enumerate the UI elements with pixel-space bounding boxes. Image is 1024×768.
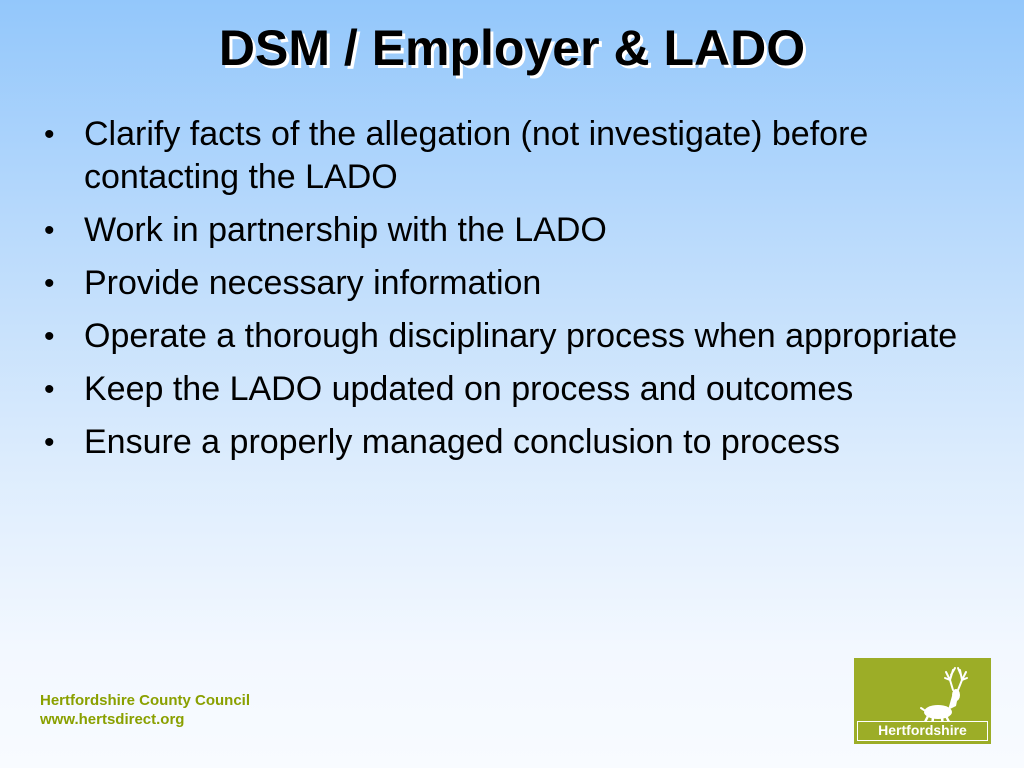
bullet-text: Ensure a properly managed conclusion to process — [84, 423, 840, 461]
bullet-text: Work in partnership with the LADO — [84, 211, 607, 249]
bullet-icon: • — [44, 267, 55, 300]
bullet-icon: • — [44, 118, 55, 151]
footer-website[interactable]: www.hertsdirect.org — [40, 711, 185, 728]
hertfordshire-logo — [854, 658, 991, 744]
bullet-item — [40, 209, 1000, 252]
bullet-icon: • — [44, 214, 55, 247]
footer-organization: Hertfordshire County Council — [40, 692, 251, 709]
bullet-text: Clarify facts of the allegation (not investigate) before contacting the LADO — [84, 115, 869, 196]
bullet-list — [40, 113, 1000, 474]
bullet-text: Operate a thorough disciplinary process when appropriate — [84, 317, 958, 355]
bullet-item — [40, 368, 1000, 411]
bullet-icon: • — [44, 426, 55, 459]
bullet-text: Provide necessary information — [84, 264, 542, 302]
bullet-text: Keep the LADO updated on process and outcomes — [84, 370, 854, 408]
bullet-item — [40, 315, 1000, 358]
footer — [40, 691, 250, 729]
bullet-item — [40, 262, 1000, 305]
logo-text: Hertfordshire — [857, 721, 988, 741]
bullet-icon: • — [44, 320, 55, 353]
bullet-item — [40, 113, 1000, 199]
slide-title: DSM / Employer & LADO — [218, 20, 806, 76]
bullet-icon: • — [44, 373, 55, 406]
bullet-item — [40, 421, 1000, 464]
